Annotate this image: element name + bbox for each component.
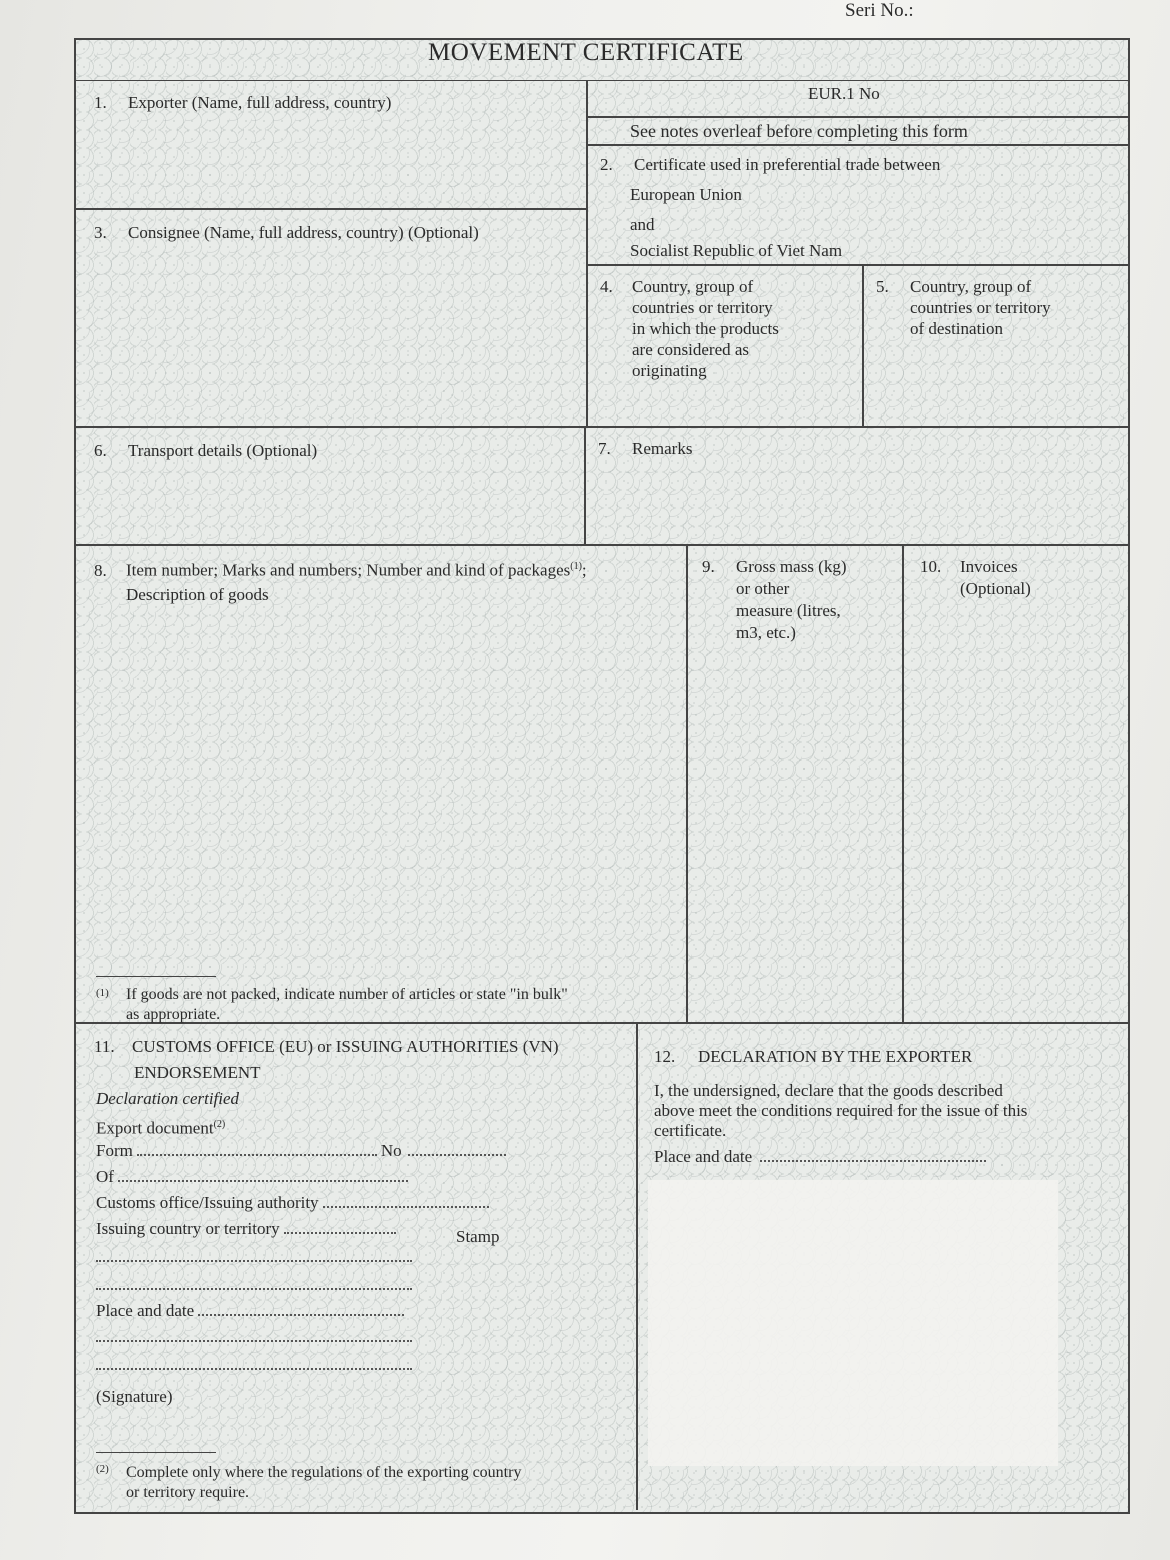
declaration-text-3: certificate. — [654, 1121, 727, 1140]
box-gross-mass[interactable] — [688, 546, 904, 1024]
invoices-line-2: (Optional) — [960, 579, 1031, 598]
form-title: MOVEMENT CERTIFICATE — [428, 39, 744, 66]
box-remarks[interactable] — [586, 428, 1128, 546]
declaration-text-1: I, the undersigned, declare that the goods described — [654, 1081, 1003, 1100]
dotted-line — [96, 1358, 412, 1370]
box-preferential-trade — [588, 144, 1128, 266]
box-eur1-number[interactable] — [588, 80, 1128, 118]
trade-party-1: European Union — [630, 185, 742, 204]
declaration-text-2: above meet the conditions required for the issue of this — [654, 1101, 1028, 1120]
exporter-place-date-label: Place and date — [654, 1147, 753, 1166]
mass-line-2: or other — [736, 579, 790, 598]
customs-title-line-2: ENDORSEMENT — [134, 1063, 261, 1082]
of-dotted-line — [118, 1170, 408, 1182]
origin-line-5: originating — [632, 361, 707, 380]
issuing-country-label: Issuing country or territory — [96, 1219, 280, 1238]
dotted-line — [96, 1330, 412, 1342]
footnote-1-line-1: If goods are not packed, indicate number of articles or state "in bulk" — [126, 986, 568, 1003]
eur1-label: EUR.1 No — [808, 84, 880, 103]
footnote-rule-2 — [96, 1452, 216, 1453]
export-document-label: Export document — [96, 1118, 214, 1138]
footnote-rule-1 — [96, 976, 216, 977]
declaration-title: DECLARATION BY THE EXPORTER — [698, 1047, 973, 1066]
box-number: 5. — [876, 277, 889, 296]
box-number: 6. — [94, 441, 107, 460]
redacted-signature-area — [648, 1180, 1058, 1466]
dotted-line — [96, 1278, 412, 1290]
footnote-2-line-1: Complete only where the regulations of the exporting country — [126, 1464, 522, 1481]
customs-title-line-1: CUSTOMS OFFICE (EU) or ISSUING AUTHORITIES (VN) — [132, 1037, 559, 1056]
place-date-dotted-line — [198, 1304, 404, 1316]
mass-line-4: m3, etc.) — [736, 623, 796, 642]
customs-office-dotted-line — [323, 1196, 489, 1208]
footnote-ref-2: (2) — [213, 1119, 226, 1130]
footnote-2-line-2: or territory require. — [126, 1484, 250, 1501]
box-number: 4. — [600, 277, 613, 296]
dotted-line — [96, 1250, 412, 1262]
issuing-country-dotted-line — [284, 1222, 396, 1234]
footnote-mark-2: (2) — [96, 1463, 109, 1475]
box-number: 9. — [702, 557, 715, 576]
goods-label-line-1: Item number; Marks and numbers; Number and kind of packages — [126, 560, 571, 580]
form-dotted-line — [137, 1144, 377, 1156]
destination-line-2: countries or territory — [910, 298, 1051, 317]
box-exporter[interactable] — [76, 80, 588, 210]
box-customs-endorsement[interactable] — [76, 1024, 638, 1510]
origin-line-2: countries or territory — [632, 298, 773, 317]
of-label: Of — [96, 1167, 114, 1186]
consignee-label: Consignee (Name, full address, country) (Optional) — [128, 223, 479, 242]
signature-label: (Signature) — [96, 1387, 173, 1406]
box-consignee[interactable] — [76, 210, 588, 428]
trade-label: Certificate used in preferential trade between — [634, 155, 941, 174]
origin-line-3: in which the products — [632, 319, 779, 338]
exporter-place-date-dotted-line — [760, 1150, 986, 1162]
trade-party-2: Socialist Republic of Viet Nam — [630, 241, 843, 260]
box-number: 8. — [94, 560, 107, 580]
no-label: No — [380, 1141, 402, 1160]
transport-label: Transport details (Optional) — [128, 441, 318, 460]
mass-line-3: measure (litres, — [736, 601, 841, 620]
box-number: 11. — [94, 1037, 115, 1056]
box-number: 2. — [600, 155, 613, 174]
footnote-ref-1: (1) — [570, 561, 582, 572]
box-number: 1. — [94, 93, 107, 112]
seri-number-label: Seri No.: — [845, 0, 914, 21]
box-transport-details[interactable] — [76, 428, 586, 546]
exporter-label: Exporter (Name, full address, country) — [128, 93, 392, 112]
customs-office-label: Customs office/Issuing authority — [96, 1193, 319, 1212]
box-number: 12. — [654, 1047, 676, 1066]
destination-line-3: of destination — [910, 319, 1004, 338]
stamp-label: Stamp — [456, 1227, 500, 1246]
box-goods-description[interactable]: 8. Item number; Marks and numbers; Number and kind of packages$^{(1)}$; Description of goods (1) If goods are not packed, indicate number of articles or state "in bulk" as appropriate. — [76, 546, 688, 1024]
footnote-mark-1: (1) — [96, 987, 109, 999]
destination-line-1: Country, group of — [910, 277, 1032, 296]
footnote-1-line-2: as appropriate. — [126, 1006, 221, 1023]
box-invoices[interactable] — [904, 546, 1128, 1024]
origin-line-4: are considered as — [632, 340, 750, 359]
form-label: Form — [96, 1141, 133, 1160]
mass-line-1: Gross mass (kg) — [736, 557, 847, 576]
box-number: 3. — [94, 223, 107, 242]
declaration-certified: Declaration certified — [96, 1089, 240, 1108]
box-destination-country[interactable] — [864, 266, 1128, 428]
no-dotted-line — [408, 1144, 506, 1156]
invoices-line-1: Invoices — [960, 557, 1018, 576]
customs-place-date-label: Place and date — [96, 1301, 195, 1320]
box-number: 7. — [598, 439, 611, 458]
origin-line-1: Country, group of — [632, 277, 754, 296]
box-number: 10. — [920, 557, 942, 576]
goods-label-line-2: Description of goods — [126, 585, 269, 604]
notes-line: See notes overleaf before completing this form — [630, 121, 968, 141]
remarks-label: Remarks — [632, 439, 693, 458]
trade-and: and — [630, 215, 655, 234]
box-origin-country[interactable] — [588, 266, 864, 428]
